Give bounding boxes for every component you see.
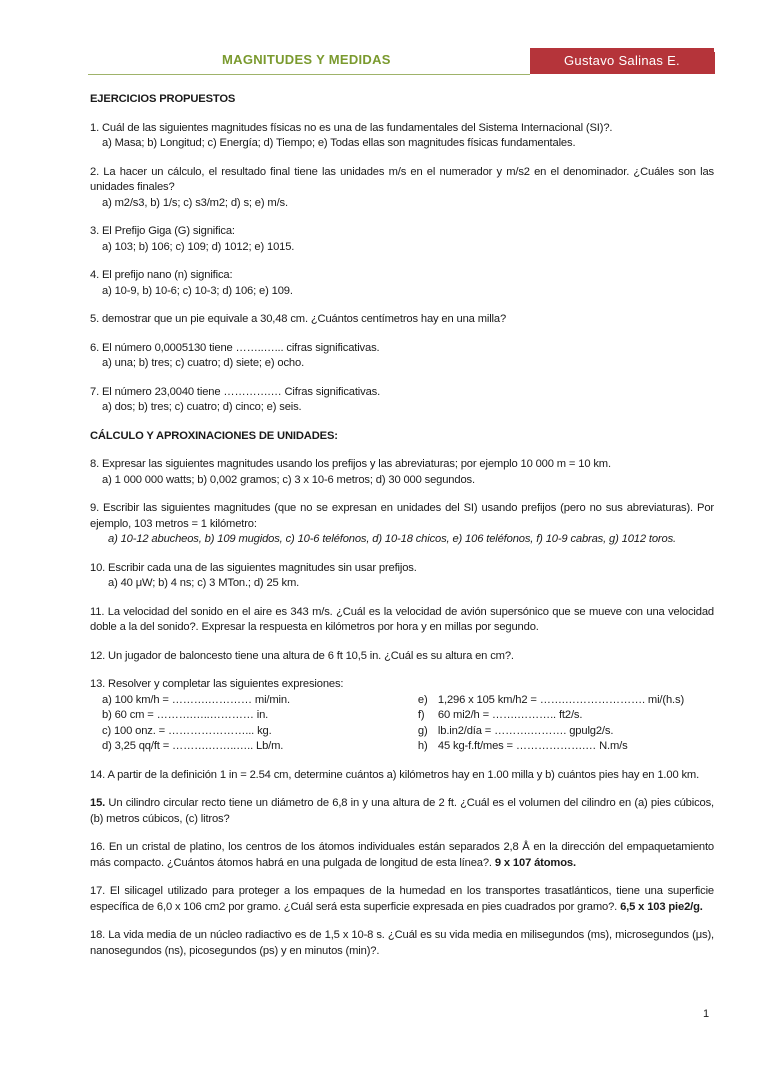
question-1-options: a) Masa; b) Longitud; c) Energía; d) Tiempo; e) Todas ellas son magnitudes físicas fundamentales.	[102, 137, 576, 149]
expression-a: a) 100 km/h = ……….………… mi/min.	[102, 693, 290, 706]
question-16-text: 16. En un cristal de platino, los centros de los átomos individuales están separados 2,8 Å en la dirección del empaquetamiento más compacto. ¿Cuántos átomos habrá en una pulgada de longitud de esta línea?.	[90, 841, 714, 869]
question-17-answer: 6,5 x 103 pie2/g.	[620, 900, 703, 913]
expression-d: d) 3,25 qq/ft = ……….……..….. Lb/m.	[102, 740, 284, 752]
question-5: 5. demostrar que un pie equivale a 30,48 cm. ¿Cuántos centímetros hay en una milla?	[90, 313, 507, 325]
question-10: 10. Escribir cada una de las siguientes magnitudes sin usar prefijos.	[90, 561, 417, 574]
question-13-grid	[90, 693, 714, 755]
question-10-options: a) 40 μW; b) 4 ns; c) 3 MTon.; d) 25 km.	[108, 577, 300, 589]
expression-f: 60 mi2/h = …….……….. ft2/s.	[437, 709, 583, 721]
question-9-options: a) 10-12 abucheos, b) 109 mugidos, c) 10-6 teléfonos, d) 10-18 chicos, e) 106 teléfonos, f) 10-9 cabras, g) 1012 toros.	[108, 533, 676, 545]
expression-g: lb.in2/día = ……….………. gpulg2/s.	[437, 724, 614, 737]
question-18: 18. La vida media de un núcleo radiactivo es de 1,5 x 10-8 s. ¿Cuál es su vida media en milisegundos (ms), microsegundos (μs), nanosegundos (ns), picosegundos (ps) y en minutos (min)?.	[90, 929, 714, 957]
question-7: 7. El número 23,0040 tiene ………….… Cifras significativas.	[90, 385, 381, 398]
section-heading-calculo: CÁLCULO Y APROXINACIONES DE UNIDADES:	[90, 429, 338, 442]
question-17	[90, 884, 714, 915]
question-9: 9. Escribir las siguientes magnitudes (que no se expresan en unidades del SI) usando prefijos (pero no sus abreviaturas). Por ejemplo, 103 metros = 1 kilómetro:	[90, 502, 714, 530]
question-14: 14. A partir de la definición 1 in = 2.54 cm, determine cuántos a) kilómetros hay en 1.00 milla y b) cuántos pies hay en 1.00 km.	[90, 768, 700, 781]
expression-e-label: e)	[417, 693, 428, 706]
document-body	[90, 92, 714, 959]
question-15-text: Un cilindro circular recto tiene un diámetro de 6,8 in y una altura de 2 ft. ¿Cuál es el volumen del cilindro en (a) pies cúbicos, (b) metros cúbicos, (c) litros?	[90, 797, 714, 825]
question-15	[90, 796, 714, 827]
header-title: MAGNITUDES Y MEDIDAS	[222, 52, 391, 67]
expression-e: 1,296 x 105 km/h2 = …….…………………. mi/(h.s)	[437, 693, 685, 706]
question-8-options: a) 1 000 000 watts; b) 0,002 gramos; c) 3 x 10-6 metros; d) 30 000 segundos.	[102, 473, 475, 486]
question-4-options: a) 10-9, b) 10-6; c) 10-3; d) 106; e) 109.	[102, 284, 293, 297]
expression-c: c) 100 onz. = …………………... kg.	[102, 724, 272, 737]
question-13-left-column	[90, 693, 410, 755]
question-13: 13. Resolver y completar las siguientes expresiones:	[90, 678, 344, 690]
question-3: 3. El Prefijo Giga (G) significa:	[90, 225, 235, 237]
question-16-answer: 9 x 107 átomos.	[494, 856, 576, 869]
question-3-options: a) 103; b) 106; c) 109; d) 1012; e) 1015.	[102, 240, 295, 253]
expression-g-label: g)	[417, 724, 428, 737]
page-number: 1	[703, 1008, 710, 1020]
expression-h-label: h)	[417, 740, 428, 752]
header-author: Gustavo Salinas E.	[530, 48, 714, 74]
question-1: 1. Cuál de las siguientes magnitudes físicas no es una de las fundamentales del Sistema Internacional (SI)?.	[90, 121, 613, 134]
question-11: 11. La velocidad del sonido en el aire es 343 m/s. ¿Cuál es la velocidad de avión supersónico que se mueve con una velocidad doble a la del sonido?. Expresar la respuesta en kilómetros por hora y en millas por segundo.	[90, 605, 714, 633]
question-15-number: 15.	[90, 797, 106, 809]
question-2-options: a) m2/s3, b) 1/s; c) s3/m2; d) s; e) m/s.	[102, 196, 288, 209]
question-16	[90, 840, 714, 871]
expression-h: 45 kg-f.ft/mes = ……………….… N.m/s	[437, 740, 628, 752]
question-7-options: a) dos; b) tres; c) cuatro; d) cinco; e) seis.	[102, 401, 302, 413]
header-author-edge	[714, 52, 715, 74]
question-8: 8. Expresar las siguientes magnitudes usando los prefijos y las abreviaturas; por ejemplo 10 000 m = 10 km.	[90, 458, 611, 470]
header-rule	[88, 74, 530, 75]
expression-b: b) 60 cm = ……….…..………… in.	[102, 709, 269, 721]
question-6-options: a) una; b) tres; c) cuatro; d) siete; e) ocho.	[102, 357, 305, 369]
question-4: 4. El prefijo nano (n) significa:	[90, 269, 233, 281]
question-2: 2. La hacer un cálculo, el resultado final tiene las unidades m/s en el numerador y m/s2 en el denominador. ¿Cuáles son las unidades finales?	[90, 165, 714, 193]
question-12: 12. Un jugador de baloncesto tiene una altura de 6 ft 10,5 in. ¿Cuál es su altura en cm?.	[90, 649, 514, 662]
expression-f-label: f)	[417, 709, 425, 721]
question-17-text: 17. El silicagel utilizado para proteger a los empaques de la humedad en los transportes trasatlánticos, tiene una superficie específica de 6,0 x 106 cm2 por gramo. ¿Cuál será esta superficie expresada en pies cuadrados por gramo?.	[90, 885, 714, 913]
question-13-right-column	[410, 693, 714, 755]
section-heading-ejercicios: EJERCICIOS PROPUESTOS	[90, 93, 236, 105]
question-6: 6. El número 0,0005130 tiene ……..…... cifras significativas.	[90, 341, 380, 354]
